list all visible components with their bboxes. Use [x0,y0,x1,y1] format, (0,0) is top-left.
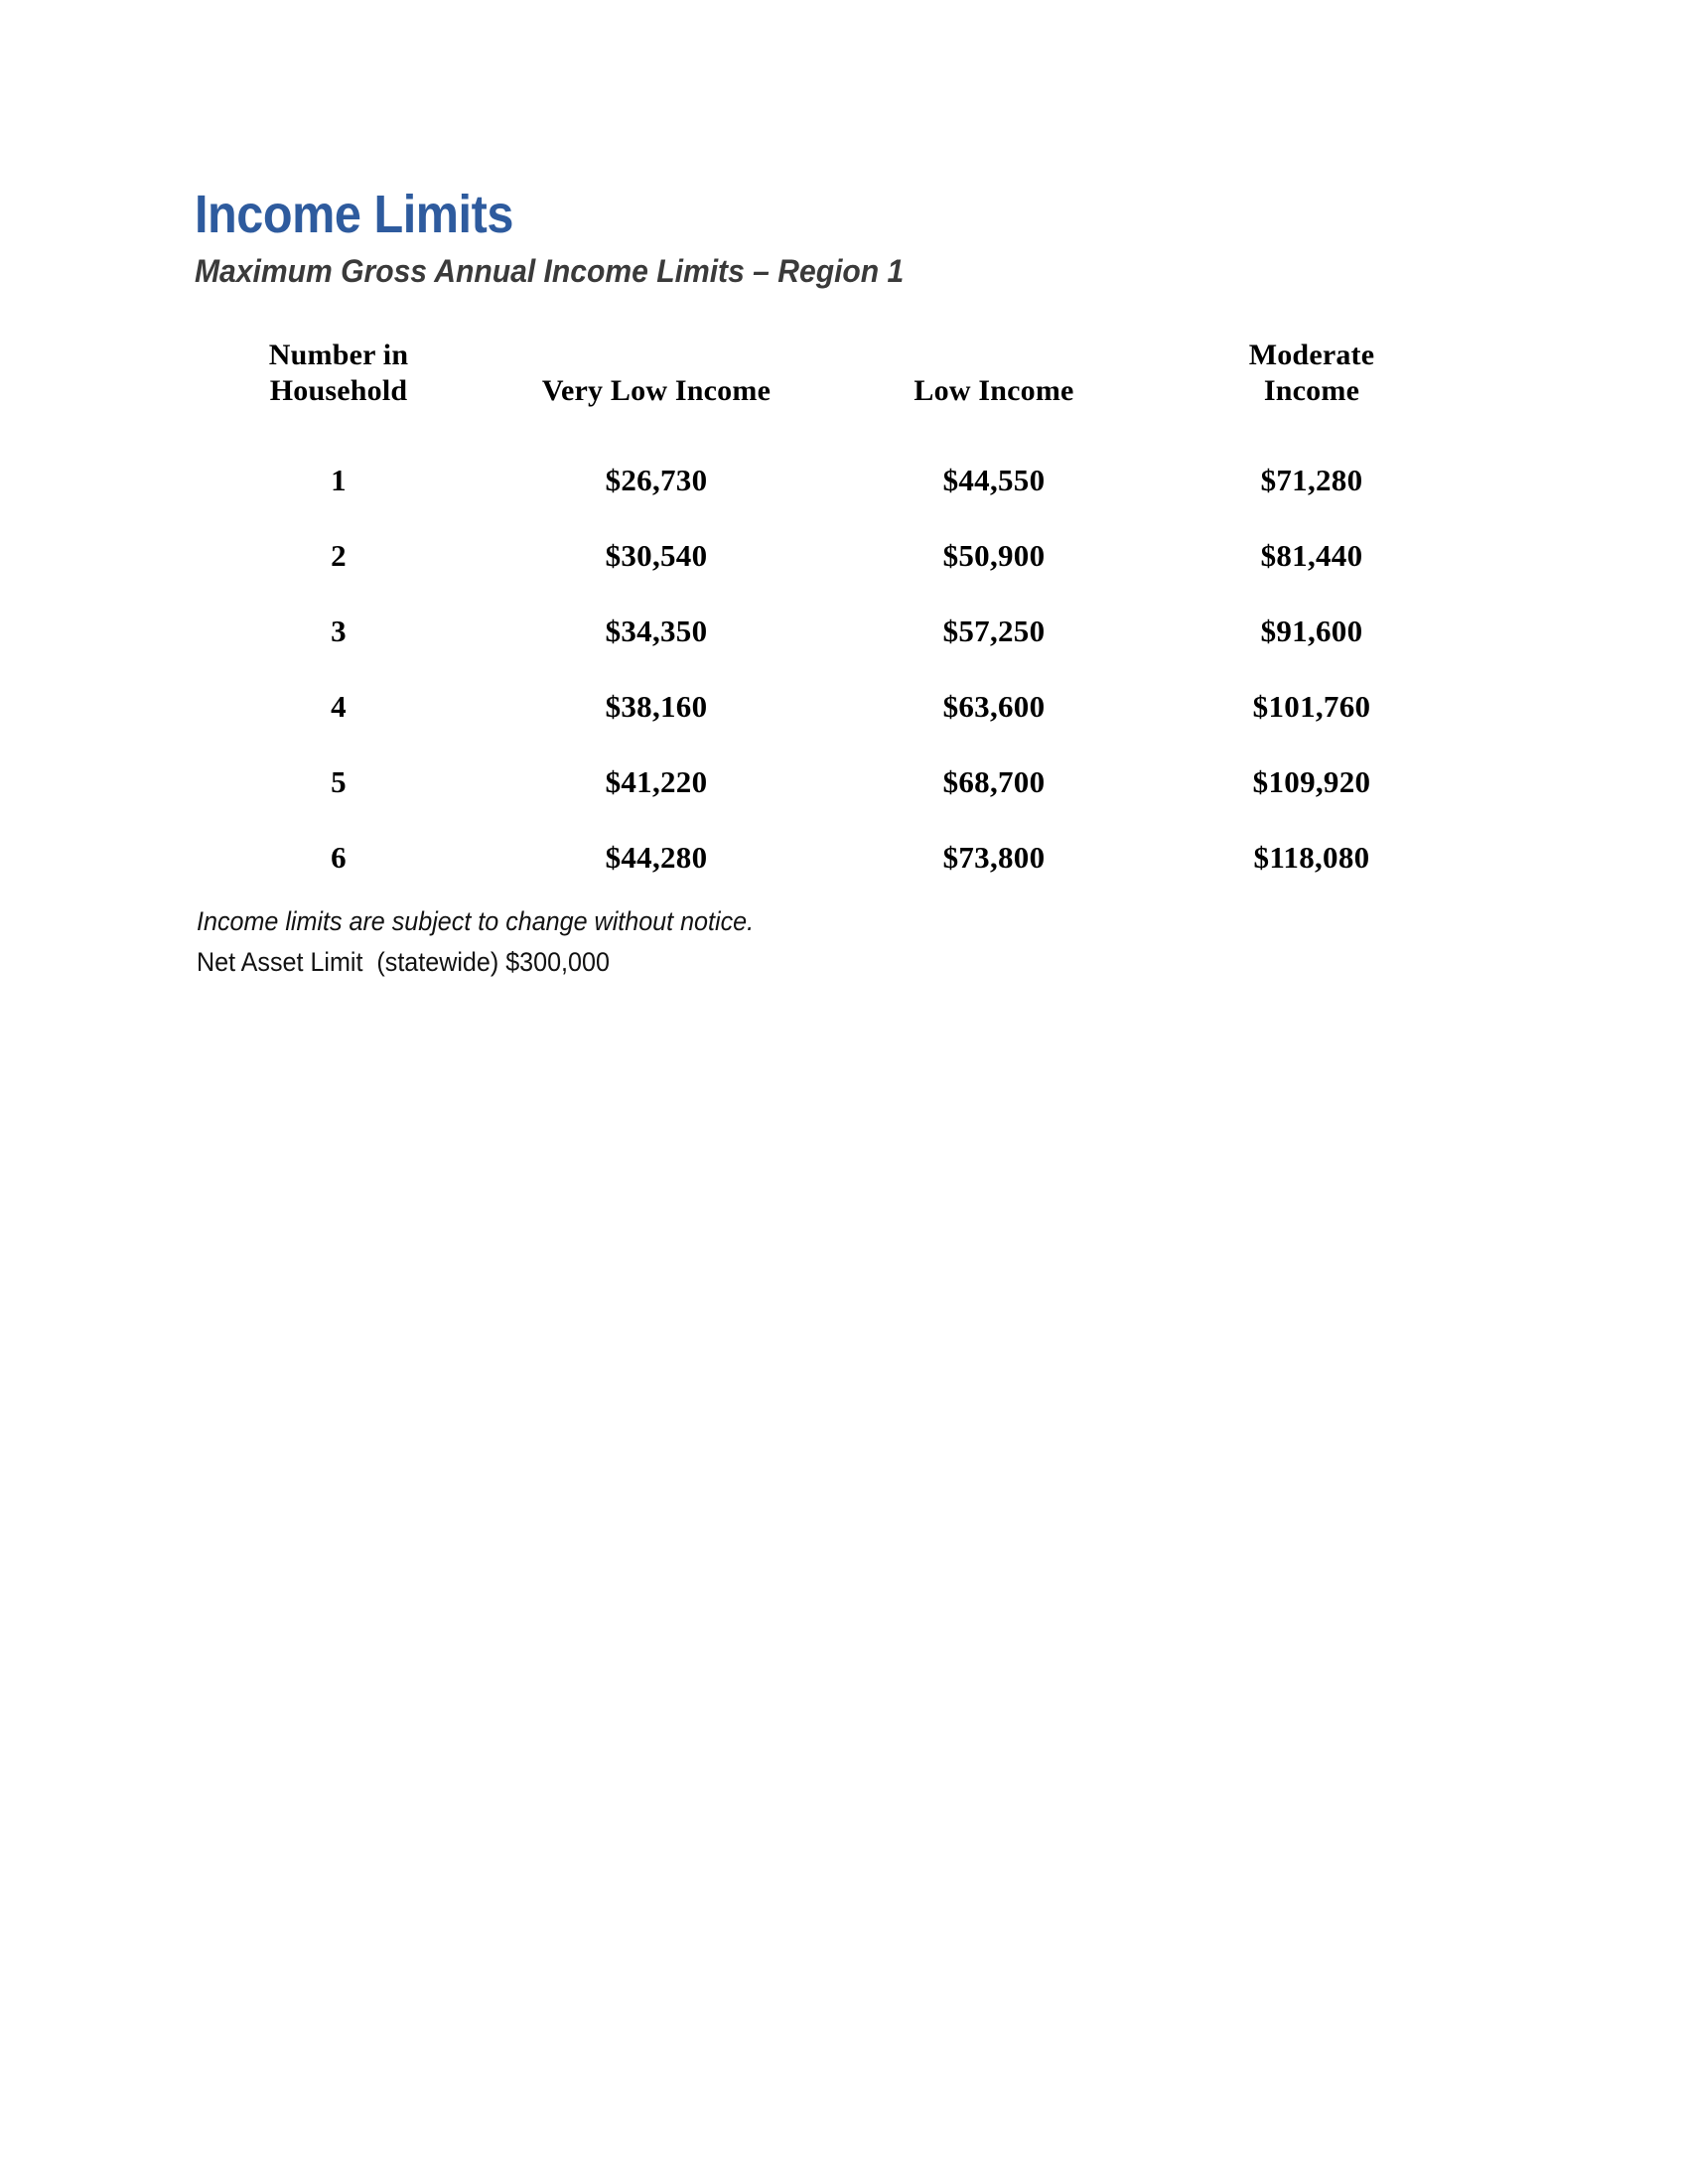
footnote-disclaimer: Income limits are subject to change without notice. [197,906,755,936]
table-row [195,820,1466,895]
cell-low-income: $73,800 [942,840,1046,875]
document-heading [195,184,1485,293]
footnote-net-asset-limit: Net Asset Limit (statewide) $300,000 [197,947,610,977]
table-row [195,518,1466,594]
column-header-moderate-income [1158,338,1466,409]
column-header-moderate-income-label: Moderate Income [1248,339,1375,407]
cell-household: 3 [331,614,347,648]
table-header-row [195,338,1466,409]
cell-low-income: $68,700 [942,764,1046,799]
cell-moderate-income: $81,440 [1260,538,1363,573]
table-header-row-group [195,338,1466,409]
column-header-very-low-income-label: Very Low Income [541,374,772,407]
cell-very-low-income: $30,540 [605,538,708,573]
cell-household: 1 [331,463,347,497]
table-row [195,669,1466,745]
column-header-low-income [830,338,1158,409]
cell-moderate-income: $101,760 [1252,689,1371,724]
cell-household: 5 [331,764,347,799]
cell-low-income: $57,250 [942,614,1046,648]
cell-low-income: $50,900 [942,538,1046,573]
column-header-household [195,338,483,409]
cell-household: 6 [331,840,347,875]
cell-moderate-income: $118,080 [1253,840,1370,875]
table-body [195,409,1466,895]
cell-low-income: $63,600 [942,689,1046,724]
cell-very-low-income: $41,220 [605,764,708,799]
cell-very-low-income: $26,730 [605,463,708,497]
cell-very-low-income: $34,350 [605,614,708,648]
cell-low-income: $44,550 [942,463,1046,497]
table-row [195,594,1466,669]
table-row [195,409,1466,518]
page-title: Income Limits [195,185,513,244]
footnotes-block [197,901,1090,983]
cell-household: 4 [331,689,347,724]
cell-moderate-income: $109,920 [1252,764,1371,799]
table-row [195,745,1466,820]
column-header-low-income-label: Low Income [914,374,1074,407]
cell-moderate-income: $71,280 [1260,463,1363,497]
column-header-very-low-income [483,338,830,409]
page-subtitle: Maximum Gross Annual Income Limits – Region 1 [195,253,905,289]
cell-very-low-income: $38,160 [605,689,708,724]
cell-household: 2 [331,538,347,573]
cell-very-low-income: $44,280 [605,840,708,875]
income-limits-table [195,338,1466,895]
column-header-household-label: Number in Household [268,339,409,407]
cell-moderate-income: $91,600 [1260,614,1363,648]
